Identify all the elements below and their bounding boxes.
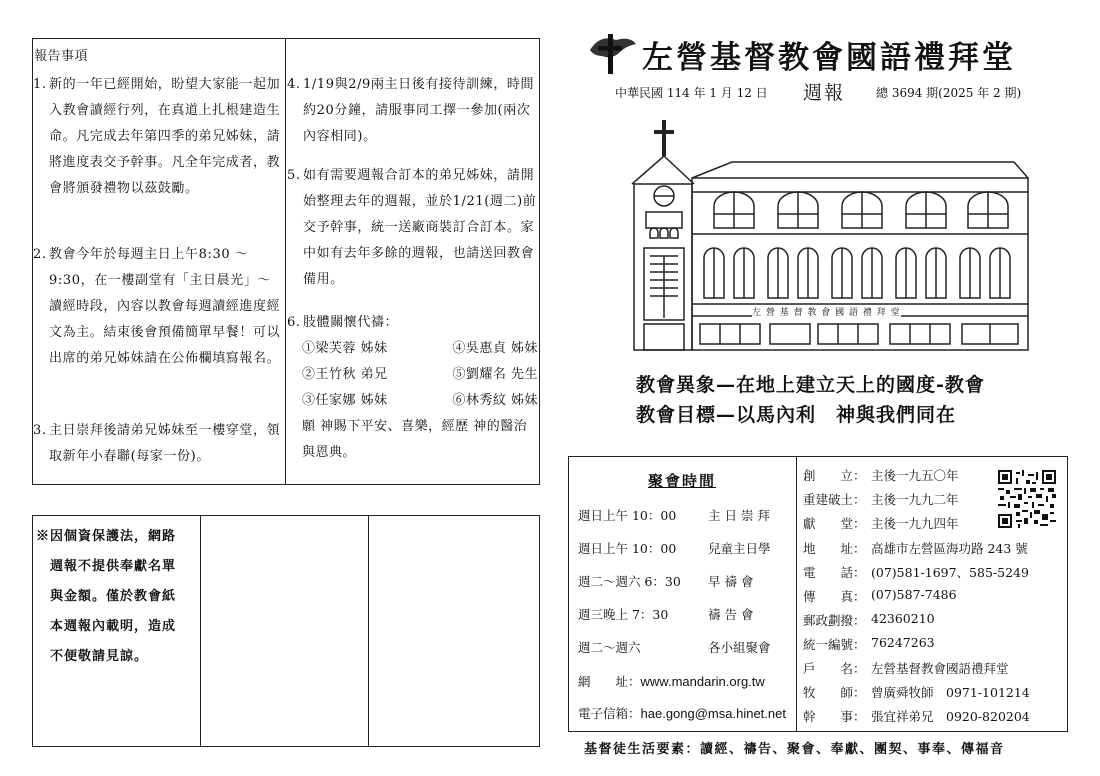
item-text: 主日崇拜後請弟兄姊妹至一樓穿堂，領取新年小春聯(每家一份)。 bbox=[49, 423, 281, 464]
footer-christian-essentials: 基督徒生活要素：讀經、禱告、聚會、奉獻、團契、事奉、傳福音 bbox=[584, 742, 1005, 757]
info-label: 郵政劃撥： bbox=[803, 613, 866, 628]
info-value: 76247263 bbox=[871, 635, 935, 650]
info-value: 張宜祥弟兄 0920-820204 bbox=[871, 709, 1030, 724]
prayer-person: ⑤劉耀名 先生 bbox=[452, 367, 538, 382]
schedule-event: 兒童主日學 bbox=[708, 541, 771, 556]
schedule-event: 各小組聚會 bbox=[708, 640, 771, 655]
info-label: 牧 師： bbox=[803, 685, 866, 700]
info-value: 高雄市左營區海功路 243 號 bbox=[871, 541, 1028, 556]
info-label: 重建破土： bbox=[803, 492, 866, 507]
prayer-closing: 願 神賜下平安、喜樂，經歷 神的醫治與恩典。 bbox=[302, 419, 528, 460]
info-value: 主後一九五〇年 bbox=[871, 468, 959, 483]
schedule-title: 聚會時間 bbox=[648, 472, 717, 490]
privacy-divider bbox=[200, 515, 201, 747]
info-value: 左營基督教會國語禮拜堂 bbox=[871, 661, 1009, 676]
info-label: 傳 真： bbox=[803, 589, 866, 604]
item-text: 教會今年於每週主日上午8:30 ～9:30，在一樓副堂有「主日晨光」～讀經時段，內容以教會每週讀經進度經文為主。結束後會預備簡單早餐！可以出席的弟兄姊妹請在公佈欄填寫報名。 bbox=[49, 247, 281, 366]
prayer-person: ⑥林秀紋 姊妹 bbox=[452, 393, 538, 408]
announcements-header: 報告事項 bbox=[34, 49, 89, 64]
schedule-time: 週二～週六 bbox=[578, 640, 641, 655]
info-value: (07)587-7486 bbox=[871, 587, 957, 602]
church-vision: 教會異象—在地上建立天上的國度-教會 bbox=[636, 374, 985, 396]
email-label: 電子信箱： bbox=[578, 706, 641, 721]
item-number: 4. bbox=[287, 77, 301, 92]
announcement-item bbox=[33, 418, 283, 470]
info-value: 曾廣舜牧師 0971-101214 bbox=[871, 685, 1030, 700]
item-number: 1. bbox=[33, 77, 47, 92]
item-number: 3. bbox=[33, 423, 47, 438]
bulletin-label: 週報 bbox=[803, 82, 846, 104]
info-label: 幹 事： bbox=[803, 709, 866, 724]
website-link[interactable]: www.mandarin.org.tw bbox=[640, 674, 765, 689]
info-value: (07)581-1697、585-5249 bbox=[871, 565, 1029, 580]
item-text: 1/19與2/9兩主日後有接待訓練，時間約20分鐘，請服事同工擇一參加(兩次內容相同)。 bbox=[303, 77, 535, 144]
church-building-illustration bbox=[628, 118, 1032, 354]
cross-dove-logo bbox=[586, 30, 638, 76]
email-row bbox=[578, 704, 786, 722]
announcement-item bbox=[33, 72, 283, 202]
info-value: 42360210 bbox=[871, 611, 935, 626]
info-label: 地 址： bbox=[803, 541, 866, 556]
announcement-item bbox=[33, 242, 283, 372]
announcement-item bbox=[287, 72, 537, 150]
email-link[interactable]: hae.gong@msa.hinet.net bbox=[640, 706, 786, 721]
item-text: 如有需要週報合訂本的弟兄姊妹，請開始整理去年的週報，並於1/21(週二)前交予幹事，統一送廠商裝訂合訂本。家中如有去年多餘的週報，也請送回教會備用。 bbox=[303, 168, 537, 287]
privacy-line: 不便敬請見諒。 bbox=[50, 649, 149, 664]
prayer-person: ①梁芙蓉 姊妹 bbox=[302, 341, 388, 356]
qr-code-icon[interactable] bbox=[998, 470, 1056, 528]
privacy-line: 本週報內載明，造成 bbox=[50, 619, 177, 634]
info-value: 主後一九九二年 bbox=[871, 492, 959, 507]
privacy-divider bbox=[368, 515, 369, 747]
church-name: 左營基督教會國語禮拜堂 bbox=[642, 40, 1016, 76]
info-label: 創 立： bbox=[803, 468, 866, 483]
announcement-item bbox=[287, 163, 537, 293]
schedule-time: 週日上午 10：00 bbox=[578, 508, 677, 523]
prayer-person: ②王竹秋 弟兄 bbox=[302, 367, 388, 382]
privacy-line: ※因個資保護法，網路 bbox=[36, 529, 177, 544]
prayer-title: 肢體關懷代禱： bbox=[303, 315, 399, 330]
privacy-notice bbox=[36, 522, 176, 672]
info-label: 統一編號： bbox=[803, 637, 866, 652]
privacy-line: 週報不提供奉獻名單 bbox=[50, 559, 177, 574]
item-number: 5. bbox=[287, 168, 301, 183]
issue-number: 總 3694 期(2025 年 2 期) bbox=[876, 86, 1022, 100]
prayer-person: ④吳惠貞 姊妹 bbox=[452, 341, 538, 356]
info-label: 戶 名： bbox=[803, 661, 866, 676]
info-value: 主後一九九四年 bbox=[871, 516, 959, 531]
building-sign: 左 營 基 督 教 會 國 語 禮 拜 堂 bbox=[752, 305, 901, 318]
date-line: 中華民國 114 年 1 月 12 日 bbox=[615, 86, 768, 100]
schedule-time: 週二～週六 6：30 bbox=[578, 574, 681, 589]
announcements-divider bbox=[285, 38, 286, 485]
prayer-section bbox=[287, 310, 537, 336]
website-row bbox=[578, 672, 765, 690]
schedule-time: 週三晚上 7：30 bbox=[578, 607, 669, 622]
info-label: 獻 堂： bbox=[803, 516, 866, 531]
privacy-line: 與金額。僅於教會紙 bbox=[50, 589, 177, 604]
schedule-time: 週日上午 10：00 bbox=[578, 541, 677, 556]
item-text: 新的一年已經開始，盼望大家能一起加入教會讀經行列，在真道上扎根建造生命。凡完成去年第四季的弟兄姊妹，請將進度表交予幹事。凡全年完成者，教會將頒發禮物以茲鼓勵。 bbox=[49, 77, 281, 196]
website-label: 網 址： bbox=[578, 674, 641, 689]
schedule-event: 主 日 崇 拜 bbox=[708, 508, 770, 523]
item-number: 6. bbox=[287, 315, 301, 330]
info-label: 電 話： bbox=[803, 565, 866, 580]
info-divider bbox=[796, 456, 797, 732]
schedule-list bbox=[578, 506, 794, 655]
prayer-person: ③任家娜 姊妹 bbox=[302, 393, 388, 408]
schedule-event: 早 禱 會 bbox=[708, 574, 754, 589]
church-goal: 教會目標—以馬內利 神與我們同在 bbox=[636, 404, 957, 426]
item-number: 2. bbox=[33, 247, 47, 262]
prayer-list bbox=[302, 336, 538, 466]
schedule-event: 禱 告 會 bbox=[708, 607, 754, 622]
